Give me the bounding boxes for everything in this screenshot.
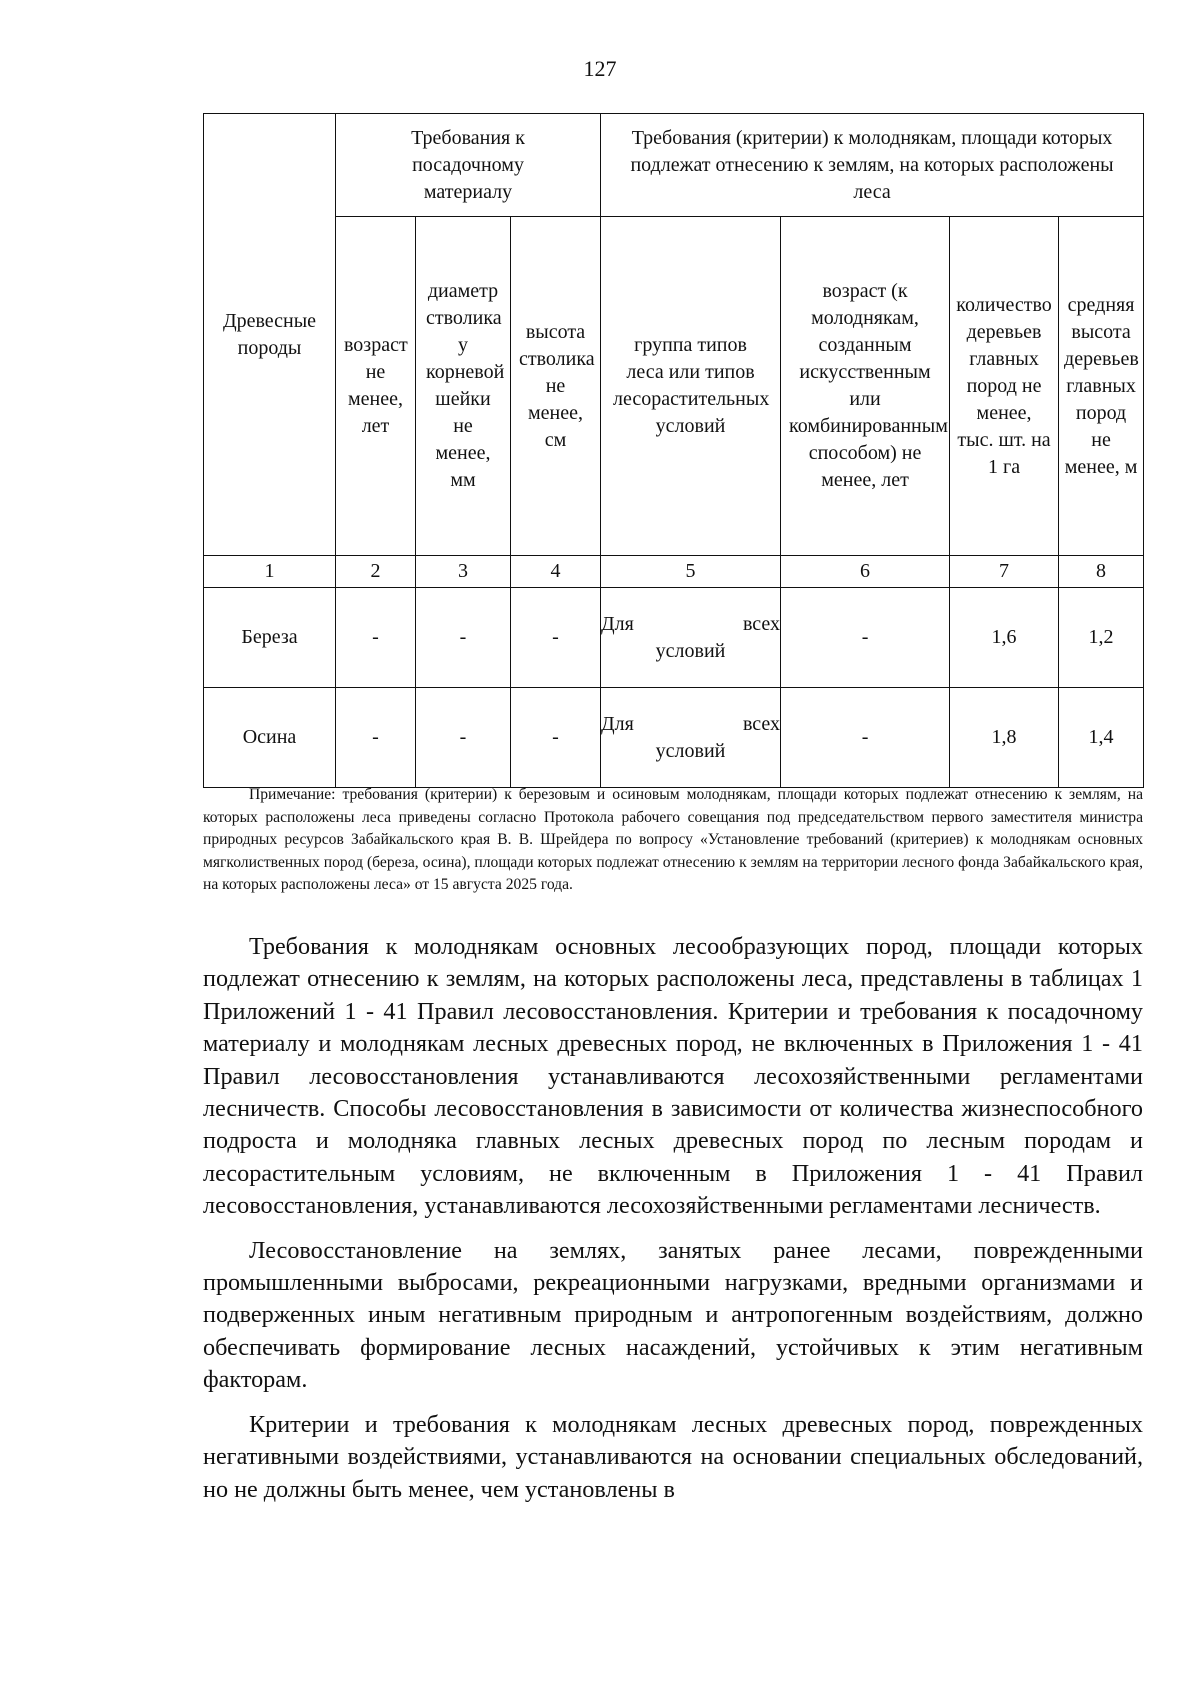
mean-height-cell: 1,4	[1059, 688, 1144, 788]
table-note: Примечание: требования (критерии) к березовым и осиновым молоднякам, площади которых подлежат отнесению к землям, на которых расположены леса приведены согласно Протокола рабочего совещания под председательством первого заместителя министра природных ресурсов Забайкальского края В. В. Шрейдера по вопросу «Установление требований (критериев) к молоднякам основных мягколиственных пород (береза, осина), площади которых подлежат отнесению к землям на территории лесного фонда Забайкальского края, на которых расположены леса» от 15 августа 2025 года.	[203, 786, 1143, 893]
young-age-cell: -	[781, 588, 950, 688]
young-age-cell: -	[781, 688, 950, 788]
header-species: Древесные породы	[204, 114, 336, 556]
column-number: 7	[950, 556, 1059, 588]
forest-type-word: всех	[742, 712, 781, 735]
table-row	[204, 688, 1144, 788]
forest-type-word: Для	[601, 712, 634, 735]
paragraph: Критерии и требования к молоднякам лесных древесных пород, поврежденных негативными воздействиями, устанавливаются на основании специальных обследований, но не должны быть менее, чем установлены в	[203, 1410, 1143, 1503]
diameter-cell: -	[416, 688, 511, 788]
height-cell: -	[511, 688, 601, 788]
species-cell: Осина	[204, 688, 336, 788]
forest-type-word: условий	[655, 739, 726, 762]
mean-height-cell: 1,2	[1059, 588, 1144, 688]
age-cell: -	[336, 688, 416, 788]
header-col-age: возраст не менее, лет	[336, 217, 416, 556]
header-col-forest-type: группа типов леса или типов лесорастительных условий	[601, 217, 781, 556]
column-number: 4	[511, 556, 601, 588]
species-cell: Береза	[204, 588, 336, 688]
paragraph: Лесовосстановление на землях, занятых ранее лесами, поврежденными промышленными выбросами, рекреационными нагрузками, вредными организмами и подверженных иным негативным природным и антропогенным воздействиям, должно обеспечивать формирование лесных насаждений, устойчивых к этим негативным факторам.	[203, 1236, 1143, 1394]
column-number: 1	[204, 556, 336, 588]
diameter-cell: -	[416, 588, 511, 688]
header-col-height: высота стволика не менее, см	[511, 217, 601, 556]
page-number: 127	[583, 56, 617, 81]
column-numbers-row	[204, 556, 1144, 588]
body-text	[203, 931, 1143, 1518]
column-number: 5	[601, 556, 781, 588]
requirements-table	[203, 113, 1144, 788]
table-row	[204, 588, 1144, 688]
header-planting-material: Требования к посадочному материалу	[336, 114, 601, 217]
forest-type-word: условий	[655, 639, 726, 662]
forest-type-cell	[601, 688, 781, 788]
forest-type-cell	[601, 588, 781, 688]
column-number: 8	[1059, 556, 1144, 588]
forest-type-word: всех	[742, 612, 781, 635]
paragraph: Требования к молоднякам основных лесообразующих пород, площади которых подлежат отнесению к землям, на которых расположены леса, представлены в таблицах 1 Приложений 1 - 41 Правил лесовосстановления. Критерии и требования к посадочному материалу и молоднякам лесных древесных пород, не включенных в Приложения 1 - 41 Правил лесовосстановления устанавливаются лесохозяйственными регламентами лесничеств. Способы лесовосстановления в зависимости от количества жизнеспособного подроста и молодняка главных лесных древесных пород по лесным породам и лесорастительным условиям, не включенным в Приложения 1 - 41 Правил лесовосстановления, устанавливаются лесохозяйственными регламентами лесничеств.	[203, 933, 1143, 1220]
column-number: 2	[336, 556, 416, 588]
header-col-tree-count: количество деревьев главных пород не менее, тыс. шт. на 1 га	[950, 217, 1059, 556]
tree-count-cell: 1,6	[950, 588, 1059, 688]
header-col-mean-height: средняя высота деревьев главных пород не менее, м	[1059, 217, 1144, 556]
tree-count-cell: 1,8	[950, 688, 1059, 788]
column-number: 6	[781, 556, 950, 588]
column-number: 3	[416, 556, 511, 588]
age-cell: -	[336, 588, 416, 688]
forest-type-word: Для	[601, 612, 634, 635]
height-cell: -	[511, 588, 601, 688]
header-col-young-age: возраст (к молоднякам, созданным искусственным или комбинированным способом) не менее, лет	[781, 217, 950, 556]
header-col-diameter: диаметр стволика у корневой шейки не менее, мм	[416, 217, 511, 556]
header-young-stands: Требования (критерии) к молоднякам, площади которых подлежат отнесению к землям, на которых расположены леса	[601, 114, 1144, 217]
